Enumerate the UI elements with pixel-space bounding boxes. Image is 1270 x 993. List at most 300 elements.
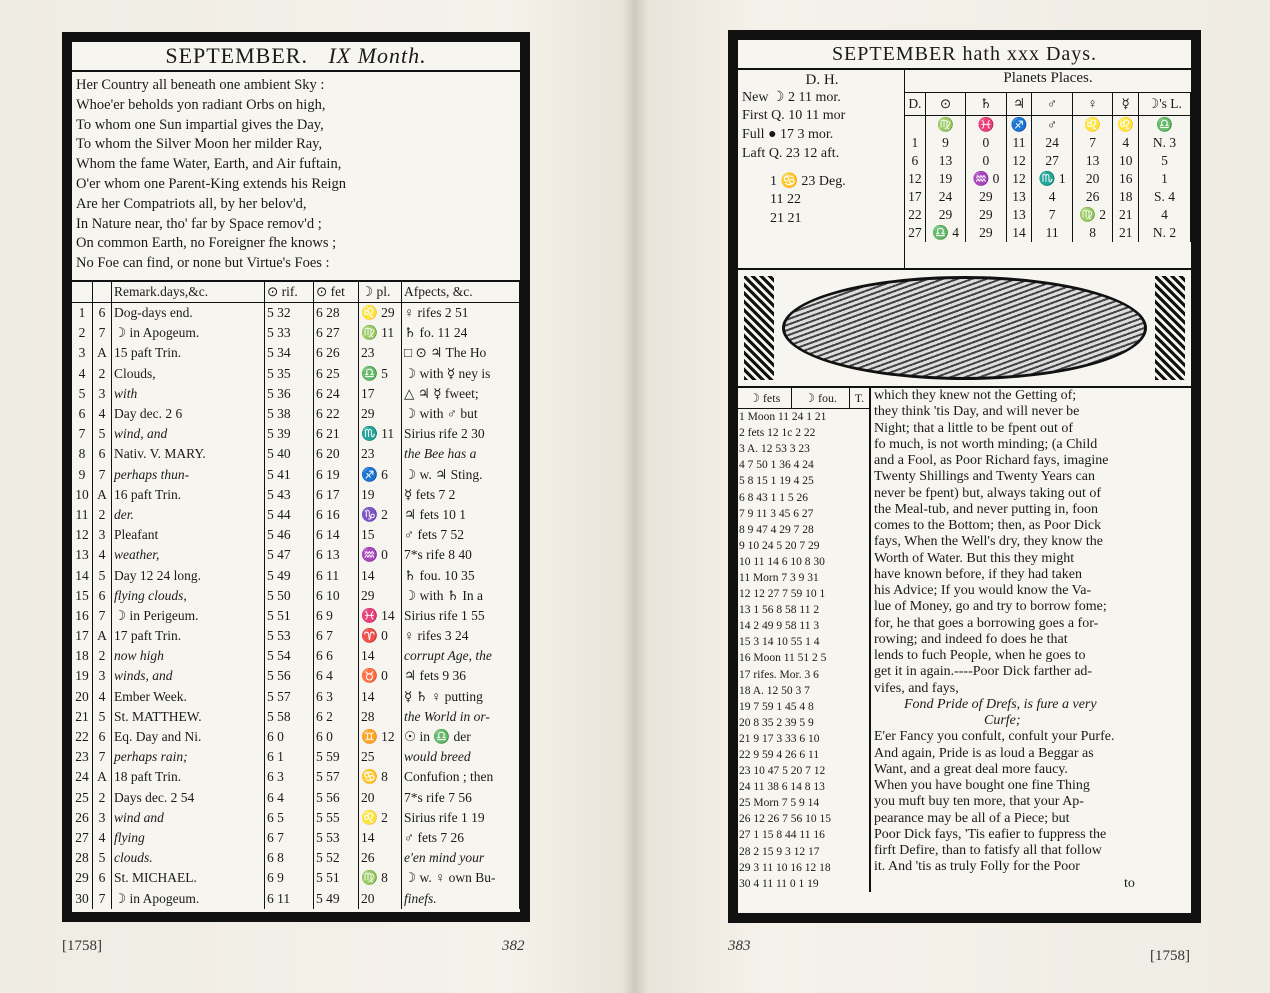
- essay-line: to: [1124, 875, 1135, 891]
- table-cell: 3: [93, 666, 112, 686]
- table-cell: ♉ 0: [359, 666, 402, 686]
- table-cell: 5 49: [265, 565, 314, 585]
- daily-cell: 11 Morn 7 3 9 31: [738, 570, 870, 586]
- essay-line: the Meal-tub, and never putting in, foon: [874, 501, 1098, 517]
- daily-row: [738, 522, 870, 538]
- table-cell: 29: [359, 586, 402, 606]
- daily-cell: 15 3 14 10 55 1 4: [738, 634, 870, 650]
- table-cell: 29: [72, 868, 93, 888]
- table-cell: 7*s rife 7 56: [402, 788, 520, 808]
- table-cell: 25: [359, 747, 402, 767]
- column-header: Remark.days,&c.: [112, 282, 265, 303]
- table-cell: 7: [72, 424, 93, 444]
- essay-line: E'er Fancy you confult, confult your Purfe.: [874, 729, 1115, 745]
- planet-cell: 26: [1072, 188, 1112, 206]
- table-cell: 2: [93, 505, 112, 525]
- table-cell: 6 9: [265, 868, 314, 888]
- essay-line: it. And 'tis as truly Folly for the Poor: [874, 859, 1080, 875]
- poem: [72, 72, 520, 282]
- daily-cell: 30 4 11 11 0 1 19: [738, 876, 870, 892]
- table-cell: ♌ 2: [359, 808, 402, 828]
- planet-sign: ♎: [1139, 116, 1191, 135]
- table-cell: clouds.: [112, 848, 265, 868]
- table-row: [72, 666, 520, 686]
- table-row: [72, 343, 520, 363]
- daily-row: [738, 683, 870, 699]
- table-cell: 2: [93, 788, 112, 808]
- table-cell: 6 20: [314, 444, 359, 464]
- table-cell: Confufion ; then: [402, 767, 520, 787]
- planet-sign: ♌: [1113, 116, 1139, 135]
- table-cell: ☉ in ♎ der: [402, 727, 520, 747]
- table-cell: 20: [72, 687, 93, 707]
- table-cell: perhaps thun-: [112, 465, 265, 485]
- daily-row: [738, 409, 870, 426]
- planet-cell: 29: [966, 188, 1006, 206]
- planet-row: [905, 134, 1191, 152]
- table-cell: 30: [72, 888, 93, 908]
- table-cell: ♂ fets 7 26: [402, 828, 520, 848]
- poem-line: In Nature near, tho' far by Space remov'd ;: [76, 215, 322, 232]
- table-cell: 3: [93, 384, 112, 404]
- table-cell: 5 32: [265, 303, 314, 324]
- essay-line: which they knew not the Getting of;: [874, 388, 1077, 403]
- table-cell: ♃ fets 9 36: [402, 666, 520, 686]
- essay-line: his Advice; If you would know the Va-: [874, 583, 1092, 598]
- daily-cell: 4 7 50 1 36 4 24: [738, 457, 870, 473]
- daily-row: [738, 763, 870, 779]
- essay-line: Curfe;: [984, 713, 1021, 728]
- planet-row: [905, 152, 1191, 170]
- table-cell: 15: [359, 525, 402, 545]
- daily-cell: 6 8 43 1 1 5 26: [738, 489, 870, 505]
- table-cell: ♊ 12: [359, 727, 402, 747]
- table-cell: winds, and: [112, 666, 265, 686]
- table-cell: 6 24: [314, 384, 359, 404]
- table-cell: 14: [359, 828, 402, 848]
- planet-sign: ♓: [966, 116, 1006, 135]
- table-cell: ♂ fets 7 52: [402, 525, 520, 545]
- table-cell: 17: [72, 626, 93, 646]
- daily-cell: 25 Morn 7 5 9 14: [738, 795, 870, 811]
- daily-row: [738, 441, 870, 457]
- table-cell: □ ⊙ ♃ The Ho: [402, 343, 520, 363]
- table-cell: 3: [93, 808, 112, 828]
- planets-table: [905, 93, 1191, 242]
- planet-cell: 8: [1072, 224, 1112, 242]
- table-cell: 13: [72, 545, 93, 565]
- planet-cell: N. 2: [1139, 224, 1191, 242]
- table-row: [72, 848, 520, 868]
- daily-cell: 5 8 15 1 19 4 25: [738, 473, 870, 489]
- table-cell: 26: [359, 848, 402, 868]
- table-cell: 5 58: [265, 707, 314, 727]
- planet-cell: 24: [925, 188, 965, 206]
- essay-line: fays, When the Well's dry, they know the: [874, 534, 1103, 550]
- table-cell: 6 27: [314, 323, 359, 343]
- ornament-right: [1155, 276, 1185, 380]
- planet-col-header: ♀: [1072, 93, 1112, 116]
- planet-cell: 9: [925, 134, 965, 152]
- daily-cell: 20 8 35 2 39 5 9: [738, 715, 870, 731]
- table-cell: 17: [359, 384, 402, 404]
- planet-col-header: ⊙: [925, 93, 965, 116]
- essay-line: comes to the Bottom; then, as Poor Dick: [874, 518, 1102, 533]
- table-cell: weather,: [112, 545, 265, 565]
- table-cell: 5 34: [265, 343, 314, 363]
- table-cell: 5 41: [265, 465, 314, 485]
- moon-phases: [742, 72, 902, 230]
- daily-cell: 17 rifes. Mor. 3 6: [738, 667, 870, 683]
- table-row: [72, 323, 520, 343]
- daily-row: [738, 457, 870, 473]
- essay-line: and a Fool, as Poor Richard fays, imagine: [874, 453, 1109, 468]
- table-row: [72, 808, 520, 828]
- poem-line: To whom the Silver Moon her milder Ray,: [76, 136, 323, 153]
- table-cell: ♃ fets 10 1: [402, 505, 520, 525]
- table-cell: 5 54: [265, 646, 314, 666]
- table-cell: 5 51: [265, 606, 314, 626]
- table-cell: 6: [93, 444, 112, 464]
- table-row: [72, 707, 520, 727]
- table-cell: 4: [93, 828, 112, 848]
- table-cell: 6 13: [314, 545, 359, 565]
- planet-col-header: ♃: [1006, 93, 1032, 116]
- column-header: ⊙ rif.: [265, 282, 314, 303]
- planet-sign: ♌: [1072, 116, 1112, 135]
- table-cell: 7: [93, 747, 112, 767]
- daily-cell: 26 12 26 7 56 10 15: [738, 811, 870, 827]
- table-cell: △ ♃ ☿ fweet;: [402, 384, 520, 404]
- table-cell: flying: [112, 828, 265, 848]
- essay-line: Twenty Shillings and Twenty Years can: [874, 469, 1095, 485]
- planet-cell: 5: [1139, 152, 1191, 170]
- planet-cell: 29: [966, 206, 1006, 224]
- table-cell: 5 57: [314, 767, 359, 787]
- daily-row: [738, 667, 870, 683]
- table-cell: 5 47: [265, 545, 314, 565]
- table-cell: Sirius rife 1 55: [402, 606, 520, 626]
- essay-line: Fond Pride of Drefs, is fure a very: [904, 696, 1097, 712]
- poem-line: To whom one Sun impartial gives the Day,: [76, 116, 324, 133]
- table-cell: 4: [93, 404, 112, 424]
- table-cell: 15 paft Trin.: [112, 343, 265, 363]
- table-cell: 3: [93, 525, 112, 545]
- daily-row: [738, 844, 870, 860]
- daily-row: [738, 650, 870, 666]
- daily-cell: 12 12 27 7 59 10 1: [738, 586, 870, 602]
- table-cell: St. MATTHEW.: [112, 707, 265, 727]
- sign-row: 11 22: [770, 192, 801, 207]
- planet-cell: 11: [1032, 224, 1072, 242]
- planet-cell: S. 4: [1139, 188, 1191, 206]
- table-cell: 22: [72, 727, 93, 747]
- table-cell: 7: [93, 465, 112, 485]
- table-cell: perhaps rain;: [112, 747, 265, 767]
- ornament-left: [744, 276, 774, 380]
- table-cell: Sirius rife 2 30: [402, 424, 520, 444]
- planet-cell: ♒ 0: [966, 170, 1006, 188]
- planet-row: [905, 206, 1191, 224]
- table-cell: 5 36: [265, 384, 314, 404]
- table-cell: der.: [112, 505, 265, 525]
- planet-cell: 1: [1139, 170, 1191, 188]
- table-cell: Day dec. 2 6: [112, 404, 265, 424]
- essay-line: Night; that a little to be fpent out of: [874, 420, 1074, 436]
- table-row: [72, 626, 520, 646]
- calendar-table: [72, 282, 520, 909]
- essay-line: fo much, is not worth minding; (a Child: [874, 436, 1098, 452]
- table-cell: 4: [93, 687, 112, 707]
- essay-line: for, he that goes a borrowing goes a for-: [874, 615, 1099, 631]
- table-cell: 5: [93, 848, 112, 868]
- table-row: [72, 404, 520, 424]
- month-title: SEPTEMBER.: [165, 43, 308, 68]
- essay-line: lends to fuch People, when he goes to: [874, 648, 1086, 663]
- poem-line: On common Earth, no Foreigner fhe knows ;: [76, 235, 337, 252]
- table-cell: ☽ with ♄ In a: [402, 586, 520, 606]
- table-cell: 8: [72, 444, 93, 464]
- planet-col-header: ☿: [1113, 93, 1139, 116]
- planet-cell: 17: [905, 188, 925, 206]
- table-row: [72, 727, 520, 747]
- daily-row: [738, 506, 870, 522]
- daily-row: [738, 715, 870, 731]
- left-page-number: 382: [502, 938, 525, 954]
- table-row: [72, 888, 520, 908]
- table-row: [72, 767, 520, 787]
- table-cell: 5: [93, 707, 112, 727]
- table-cell: 5 53: [265, 626, 314, 646]
- woodcut-illustration: [738, 270, 1191, 388]
- table-cell: ♎ 5: [359, 364, 402, 384]
- planet-sign: ♍: [925, 116, 965, 135]
- planet-cell: 13: [1006, 206, 1032, 224]
- essay-line: have known before, if they had taken: [874, 566, 1082, 582]
- planet-cell: 7: [1072, 134, 1112, 152]
- daily-table-wrap: [738, 388, 871, 892]
- planet-cell: 21: [1113, 224, 1139, 242]
- essay-line: Worth of Water. But this they might: [874, 550, 1075, 566]
- table-cell: 11: [72, 505, 93, 525]
- table-cell: 24: [72, 767, 93, 787]
- planets-header: Planets Places.: [905, 70, 1191, 93]
- table-cell: 5 35: [265, 364, 314, 384]
- table-cell: 28: [72, 848, 93, 868]
- table-row: [72, 606, 520, 626]
- column-header: ☽ pl.: [359, 282, 402, 303]
- table-cell: 2: [93, 364, 112, 384]
- essay-line: rowing; and indeed fo does he that: [874, 631, 1068, 647]
- daily-row: [738, 425, 870, 441]
- table-cell: ♌ 29: [359, 303, 402, 324]
- table-cell: 5 56: [265, 666, 314, 686]
- table-cell: 6 7: [265, 828, 314, 848]
- table-cell: 6: [93, 727, 112, 747]
- table-cell: 5 40: [265, 444, 314, 464]
- planet-row: [905, 170, 1191, 188]
- table-cell: 6 28: [314, 303, 359, 324]
- daily-cell: 3 A. 12 53 3 23: [738, 441, 870, 457]
- table-cell: ♍ 11: [359, 323, 402, 343]
- table-cell: 2: [93, 646, 112, 666]
- daily-cell: 10 11 14 6 10 8 30: [738, 554, 870, 570]
- table-cell: 7: [93, 323, 112, 343]
- table-cell: ☽ w. ♃ Sting.: [402, 465, 520, 485]
- table-cell: 5 43: [265, 485, 314, 505]
- table-cell: 29: [359, 404, 402, 424]
- table-row: [72, 465, 520, 485]
- planet-cell: 29: [925, 206, 965, 224]
- table-cell: ☽ in Apogeum.: [112, 323, 265, 343]
- daily-table: [738, 388, 870, 892]
- essay-line: get it in again.----Poor Dick farther ad-: [874, 664, 1093, 680]
- table-cell: 6 0: [314, 727, 359, 747]
- table-cell: 6 4: [265, 788, 314, 808]
- table-cell: 7*s rife 8 40: [402, 545, 520, 565]
- daily-cell: 16 Moon 11 51 2 5: [738, 650, 870, 666]
- table-cell: Pleafant: [112, 525, 265, 545]
- moon-phase-row: New ☽ 2 11 mor.: [742, 90, 841, 105]
- daily-cell: 29 3 11 10 16 12 18: [738, 860, 870, 876]
- moon-phase-row: Laft Q. 23 12 aft.: [742, 146, 840, 161]
- planet-col-header: D.: [905, 93, 925, 116]
- table-cell: 6: [93, 303, 112, 324]
- left-page: [72, 42, 520, 912]
- table-cell: 5 46: [265, 525, 314, 545]
- table-cell: 5 38: [265, 404, 314, 424]
- table-cell: Eq. Day and Ni.: [112, 727, 265, 747]
- table-row: [72, 364, 520, 384]
- table-cell: 28: [359, 707, 402, 727]
- table-row: [72, 788, 520, 808]
- table-row: [72, 646, 520, 666]
- table-cell: 2: [72, 323, 93, 343]
- column-header: Afpects, &c.: [402, 282, 520, 303]
- essay-line: they think 'tis Day, and will never be: [874, 404, 1080, 420]
- daily-row: [738, 489, 870, 505]
- table-cell: 14: [72, 565, 93, 585]
- planet-cell: 21: [1113, 206, 1139, 224]
- table-cell: 12: [72, 525, 93, 545]
- planet-cell: 20: [1072, 170, 1112, 188]
- table-cell: 20: [359, 788, 402, 808]
- daily-row: [738, 602, 870, 618]
- table-cell: ♓ 14: [359, 606, 402, 626]
- essay-line: pearance may be all of a Piece; but: [874, 810, 1070, 826]
- table-cell: 5 59: [314, 747, 359, 767]
- table-cell: 6 19: [314, 465, 359, 485]
- table-cell: 21: [72, 707, 93, 727]
- table-cell: 6 4: [314, 666, 359, 686]
- planet-cell: 11: [1006, 134, 1032, 152]
- planet-cell: 22: [905, 206, 925, 224]
- planet-row: [905, 224, 1191, 242]
- daily-row: [738, 570, 870, 586]
- table-cell: with: [112, 384, 265, 404]
- daily-cell: 2 fets 12 1c 2 22: [738, 425, 870, 441]
- planet-cell: 12: [905, 170, 925, 188]
- daily-cell: 7 9 11 3 45 6 27: [738, 506, 870, 522]
- table-cell: corrupt Age, the: [402, 646, 520, 666]
- right-footer-year: [1758]: [1150, 948, 1190, 964]
- daily-row: [738, 795, 870, 811]
- essay-line: firft Defire, than to fatisfy all that follow: [874, 843, 1102, 858]
- planet-cell: 4: [1113, 134, 1139, 152]
- table-cell: A: [93, 485, 112, 505]
- table-cell: 5 49: [314, 888, 359, 908]
- essay-line: Poor Dick fays, 'Tis eafier to fuppress the: [874, 826, 1107, 842]
- table-cell: 5 53: [314, 828, 359, 848]
- table-cell: 14: [359, 687, 402, 707]
- table-cell: 10: [72, 485, 93, 505]
- right-page-header: SEPTEMBER hath xxx Days.: [738, 40, 1191, 70]
- table-cell: ☿ fets 7 2: [402, 485, 520, 505]
- poem-line: No Foe can find, or none but Virtue's Foes :: [76, 255, 330, 272]
- table-cell: 6 10: [314, 586, 359, 606]
- left-footer-year: [1758]: [62, 938, 102, 954]
- daily-cell: 18 A. 12 50 3 7: [738, 683, 870, 699]
- daily-cell: 27 1 15 8 44 11 16: [738, 827, 870, 843]
- table-cell: 6 6: [314, 646, 359, 666]
- planet-cell: 4: [1032, 188, 1072, 206]
- table-row: [72, 505, 520, 525]
- planet-cell: 12: [1006, 152, 1032, 170]
- table-cell: Dog-days end.: [112, 303, 265, 324]
- table-cell: ☽ with ♂ but: [402, 404, 520, 424]
- table-row: [72, 444, 520, 464]
- daily-row: [738, 473, 870, 489]
- planet-col-header: ♄: [966, 93, 1006, 116]
- table-cell: Days dec. 2 54: [112, 788, 265, 808]
- table-cell: ♐ 6: [359, 465, 402, 485]
- daily-cell: 28 2 15 9 3 12 17: [738, 844, 870, 860]
- planet-cell: 4: [1139, 206, 1191, 224]
- table-cell: ☿ ♄ ♀ putting: [402, 687, 520, 707]
- moon-header: D. H.: [805, 72, 839, 88]
- table-cell: 7: [93, 606, 112, 626]
- table-row: [72, 424, 520, 444]
- planet-cell: ♏ 1: [1032, 170, 1072, 188]
- table-cell: 20: [359, 888, 402, 908]
- sign-row: 21 21: [770, 211, 802, 226]
- table-row: [72, 586, 520, 606]
- table-cell: ☽ in Apogeum.: [112, 888, 265, 908]
- essay-line: lue of Money, go and try to borrow fome;: [874, 599, 1107, 615]
- table-cell: 5 56: [314, 788, 359, 808]
- month-subtitle: IX Month.: [328, 43, 427, 68]
- table-cell: 5 57: [265, 687, 314, 707]
- planet-cell: 13: [1006, 188, 1032, 206]
- planet-cell: 24: [1032, 134, 1072, 152]
- planet-cell: 27: [905, 224, 925, 242]
- planet-cell: 18: [1113, 188, 1139, 206]
- planet-cell: 0: [966, 152, 1006, 170]
- table-cell: 16: [72, 606, 93, 626]
- daily-col-header: T.: [849, 388, 869, 409]
- table-cell: 19: [359, 485, 402, 505]
- table-cell: 17 paft Trin.: [112, 626, 265, 646]
- table-cell: e'en mind your: [402, 848, 520, 868]
- table-cell: Clouds,: [112, 364, 265, 384]
- table-cell: the Bee has a: [402, 444, 520, 464]
- essay-line: never be fpent) but, always taking out of: [874, 485, 1102, 501]
- table-cell: 6 14: [314, 525, 359, 545]
- engraving-scene: [782, 276, 1147, 380]
- planet-cell: 0: [966, 134, 1006, 152]
- table-cell: 14: [359, 565, 402, 585]
- table-cell: 5: [93, 565, 112, 585]
